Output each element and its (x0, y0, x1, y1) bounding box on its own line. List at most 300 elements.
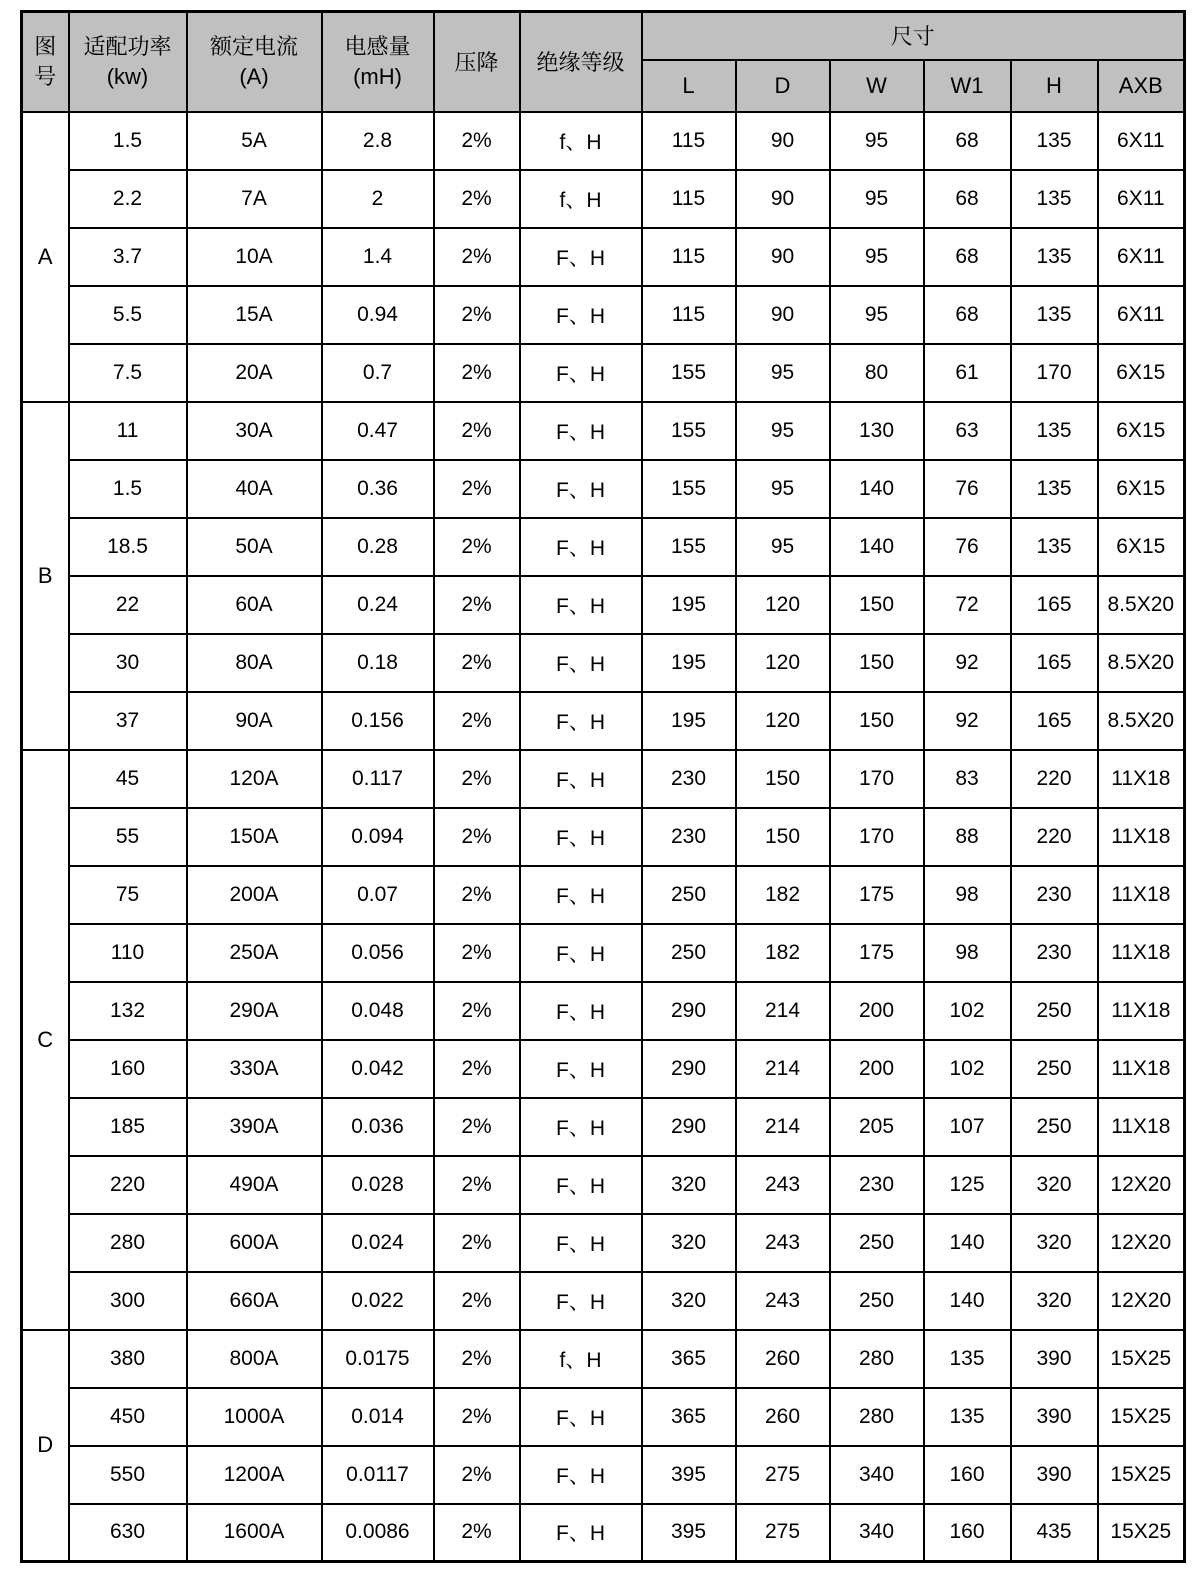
cell-current: 250A (187, 924, 322, 982)
cell-drop: 2% (434, 228, 520, 286)
cell-inductance: 0.028 (322, 1156, 434, 1214)
cell-power: 22 (69, 576, 187, 634)
table-row (22, 750, 1185, 808)
cell-power: 75 (69, 866, 187, 924)
cell-L: 395 (642, 1504, 736, 1562)
table-row (22, 1446, 1185, 1504)
cell-L: 320 (642, 1272, 736, 1330)
cell-inductance: 0.048 (322, 982, 434, 1040)
cell-D: 243 (736, 1156, 830, 1214)
cell-H: 135 (1011, 170, 1098, 228)
cell-current: 7A (187, 170, 322, 228)
cell-W: 250 (830, 1272, 924, 1330)
cell-AXB: 6X15 (1098, 518, 1185, 576)
cell-W: 230 (830, 1156, 924, 1214)
cell-inductance: 0.0117 (322, 1446, 434, 1504)
cell-W: 175 (830, 924, 924, 982)
cell-drop: 2% (434, 1156, 520, 1214)
cell-W1: 88 (924, 808, 1011, 866)
cell-W: 280 (830, 1330, 924, 1388)
cell-insulation: F、H (520, 634, 642, 692)
cell-power: 1.5 (69, 460, 187, 518)
cell-drop: 2% (434, 692, 520, 750)
cell-D: 243 (736, 1214, 830, 1272)
cell-W: 95 (830, 112, 924, 170)
header-power (69, 12, 187, 112)
cell-drop: 2% (434, 1330, 520, 1388)
cell-current: 50A (187, 518, 322, 576)
cell-insulation: F、H (520, 518, 642, 576)
cell-power: 300 (69, 1272, 187, 1330)
cell-H: 390 (1011, 1330, 1098, 1388)
cell-D: 90 (736, 286, 830, 344)
cell-W1: 76 (924, 518, 1011, 576)
cell-L: 195 (642, 634, 736, 692)
cell-L: 365 (642, 1388, 736, 1446)
cell-power: 7.5 (69, 344, 187, 402)
cell-insulation: F、H (520, 402, 642, 460)
cell-H: 135 (1011, 112, 1098, 170)
cell-inductance: 0.94 (322, 286, 434, 344)
cell-L: 155 (642, 518, 736, 576)
cell-D: 95 (736, 518, 830, 576)
header-current (187, 12, 322, 112)
table-row (22, 1272, 1185, 1330)
group-label-cell-d: D (22, 1330, 69, 1562)
table-row (22, 692, 1185, 750)
cell-D: 95 (736, 344, 830, 402)
cell-W1: 98 (924, 866, 1011, 924)
cell-inductance: 0.156 (322, 692, 434, 750)
cell-insulation: F、H (520, 1388, 642, 1446)
cell-current: 15A (187, 286, 322, 344)
cell-D: 120 (736, 576, 830, 634)
cell-insulation: F、H (520, 808, 642, 866)
cell-W1: 160 (924, 1504, 1011, 1562)
cell-power: 110 (69, 924, 187, 982)
cell-D: 90 (736, 228, 830, 286)
cell-AXB: 11X18 (1098, 866, 1185, 924)
cell-W1: 68 (924, 228, 1011, 286)
table-row (22, 1040, 1185, 1098)
cell-W1: 125 (924, 1156, 1011, 1214)
cell-L: 395 (642, 1446, 736, 1504)
cell-D: 90 (736, 112, 830, 170)
cell-power: 630 (69, 1504, 187, 1562)
header-size-col-w: W (830, 60, 924, 112)
table-row (22, 112, 1185, 170)
cell-current: 20A (187, 344, 322, 402)
cell-W1: 92 (924, 692, 1011, 750)
table-row (22, 170, 1185, 228)
cell-insulation: f、H (520, 170, 642, 228)
cell-W: 250 (830, 1214, 924, 1272)
cell-power: 18.5 (69, 518, 187, 576)
header-size-col-axb: AXB (1098, 60, 1185, 112)
cell-current: 5A (187, 112, 322, 170)
cell-L: 155 (642, 402, 736, 460)
cell-drop: 2% (434, 1446, 520, 1504)
cell-W1: 102 (924, 982, 1011, 1040)
cell-H: 165 (1011, 634, 1098, 692)
cell-current: 120A (187, 750, 322, 808)
cell-current: 10A (187, 228, 322, 286)
cell-inductance: 0.022 (322, 1272, 434, 1330)
cell-insulation: f、H (520, 112, 642, 170)
cell-insulation: F、H (520, 228, 642, 286)
cell-drop: 2% (434, 1040, 520, 1098)
cell-D: 260 (736, 1330, 830, 1388)
cell-insulation: F、H (520, 576, 642, 634)
cell-drop: 2% (434, 1272, 520, 1330)
cell-H: 230 (1011, 924, 1098, 982)
cell-H: 435 (1011, 1504, 1098, 1562)
cell-D: 120 (736, 692, 830, 750)
cell-L: 230 (642, 750, 736, 808)
cell-inductance: 0.36 (322, 460, 434, 518)
cell-current: 390A (187, 1098, 322, 1156)
cell-drop: 2% (434, 1214, 520, 1272)
cell-current: 200A (187, 866, 322, 924)
cell-AXB: 8.5X20 (1098, 576, 1185, 634)
cell-D: 214 (736, 1040, 830, 1098)
cell-L: 115 (642, 228, 736, 286)
cell-insulation: F、H (520, 750, 642, 808)
cell-inductance: 0.117 (322, 750, 434, 808)
cell-inductance: 0.07 (322, 866, 434, 924)
cell-drop: 2% (434, 634, 520, 692)
cell-W1: 135 (924, 1330, 1011, 1388)
cell-W: 80 (830, 344, 924, 402)
cell-drop: 2% (434, 402, 520, 460)
cell-power: 550 (69, 1446, 187, 1504)
cell-AXB: 15X25 (1098, 1446, 1185, 1504)
cell-current: 330A (187, 1040, 322, 1098)
cell-D: 120 (736, 634, 830, 692)
cell-power: 220 (69, 1156, 187, 1214)
table-row (22, 808, 1185, 866)
cell-power: 1.5 (69, 112, 187, 170)
cell-power: 3.7 (69, 228, 187, 286)
cell-AXB: 8.5X20 (1098, 634, 1185, 692)
cell-W: 150 (830, 576, 924, 634)
cell-insulation: F、H (520, 692, 642, 750)
cell-W: 140 (830, 460, 924, 518)
cell-drop: 2% (434, 112, 520, 170)
cell-insulation: f、H (520, 1330, 642, 1388)
header-current-line2: (A) (239, 63, 269, 89)
table-row (22, 1504, 1185, 1562)
cell-current: 40A (187, 460, 322, 518)
cell-drop: 2% (434, 1504, 520, 1562)
cell-drop: 2% (434, 924, 520, 982)
cell-W1: 98 (924, 924, 1011, 982)
cell-AXB: 6X11 (1098, 112, 1185, 170)
cell-current: 800A (187, 1330, 322, 1388)
cell-power: 55 (69, 808, 187, 866)
cell-current: 60A (187, 576, 322, 634)
header-size-col-d: D (736, 60, 830, 112)
cell-H: 135 (1011, 286, 1098, 344)
cell-W1: 68 (924, 286, 1011, 344)
cell-inductance: 0.042 (322, 1040, 434, 1098)
cell-W1: 102 (924, 1040, 1011, 1098)
cell-D: 182 (736, 866, 830, 924)
cell-drop: 2% (434, 576, 520, 634)
cell-AXB: 11X18 (1098, 1040, 1185, 1098)
cell-AXB: 6X11 (1098, 228, 1185, 286)
cell-H: 390 (1011, 1388, 1098, 1446)
cell-L: 195 (642, 692, 736, 750)
cell-insulation: F、H (520, 1272, 642, 1330)
cell-insulation: F、H (520, 1040, 642, 1098)
cell-W1: 92 (924, 634, 1011, 692)
cell-W: 340 (830, 1446, 924, 1504)
cell-D: 95 (736, 402, 830, 460)
cell-W: 340 (830, 1504, 924, 1562)
cell-drop: 2% (434, 866, 520, 924)
cell-W: 95 (830, 170, 924, 228)
cell-D: 150 (736, 750, 830, 808)
cell-W: 200 (830, 982, 924, 1040)
header-power-line1: 适配功率 (83, 34, 172, 60)
cell-AXB: 12X20 (1098, 1156, 1185, 1214)
cell-inductance: 1.4 (322, 228, 434, 286)
cell-power: 5.5 (69, 286, 187, 344)
cell-W: 95 (830, 228, 924, 286)
cell-W: 130 (830, 402, 924, 460)
cell-inductance: 0.28 (322, 518, 434, 576)
cell-power: 11 (69, 402, 187, 460)
cell-drop: 2% (434, 1388, 520, 1446)
cell-W1: 72 (924, 576, 1011, 634)
cell-insulation: F、H (520, 460, 642, 518)
table-row (22, 924, 1185, 982)
cell-W: 170 (830, 808, 924, 866)
cell-L: 230 (642, 808, 736, 866)
cell-W1: 107 (924, 1098, 1011, 1156)
cell-AXB: 6X11 (1098, 286, 1185, 344)
cell-insulation: F、H (520, 982, 642, 1040)
cell-L: 115 (642, 286, 736, 344)
cell-power: 37 (69, 692, 187, 750)
cell-power: 30 (69, 634, 187, 692)
cell-current: 80A (187, 634, 322, 692)
table-row (22, 1214, 1185, 1272)
cell-D: 150 (736, 808, 830, 866)
cell-current: 90A (187, 692, 322, 750)
cell-W: 280 (830, 1388, 924, 1446)
header-inductance-line1: 电感量 (344, 34, 411, 60)
header-size-col-w1: W1 (924, 60, 1011, 112)
cell-L: 320 (642, 1214, 736, 1272)
group-label-cell-b: B (22, 402, 69, 750)
cell-D: 243 (736, 1272, 830, 1330)
header-size-col-h: H (1011, 60, 1098, 112)
cell-insulation: F、H (520, 1214, 642, 1272)
cell-inductance: 0.036 (322, 1098, 434, 1156)
cell-L: 250 (642, 866, 736, 924)
cell-inductance: 0.024 (322, 1214, 434, 1272)
cell-W: 95 (830, 286, 924, 344)
header-fig-no (22, 12, 69, 112)
cell-H: 250 (1011, 982, 1098, 1040)
cell-L: 195 (642, 576, 736, 634)
cell-H: 230 (1011, 866, 1098, 924)
header-fig-no-line1: 图 (34, 34, 57, 60)
table-row (22, 402, 1185, 460)
cell-H: 135 (1011, 228, 1098, 286)
cell-H: 250 (1011, 1098, 1098, 1156)
cell-inductance: 0.47 (322, 402, 434, 460)
cell-AXB: 11X18 (1098, 924, 1185, 982)
cell-AXB: 6X15 (1098, 344, 1185, 402)
cell-L: 250 (642, 924, 736, 982)
cell-AXB: 11X18 (1098, 1098, 1185, 1156)
cell-H: 170 (1011, 344, 1098, 402)
header-voltage-drop: 压降 (434, 12, 520, 112)
cell-drop: 2% (434, 344, 520, 402)
cell-power: 185 (69, 1098, 187, 1156)
table-row (22, 518, 1185, 576)
cell-H: 320 (1011, 1272, 1098, 1330)
cell-current: 600A (187, 1214, 322, 1272)
group-label-cell-c: C (22, 750, 69, 1330)
cell-inductance: 0.014 (322, 1388, 434, 1446)
cell-AXB: 11X18 (1098, 982, 1185, 1040)
cell-insulation: F、H (520, 344, 642, 402)
cell-W: 200 (830, 1040, 924, 1098)
cell-insulation: F、H (520, 1446, 642, 1504)
cell-H: 390 (1011, 1446, 1098, 1504)
cell-L: 115 (642, 112, 736, 170)
table-row (22, 982, 1185, 1040)
cell-D: 214 (736, 1098, 830, 1156)
table-row (22, 634, 1185, 692)
cell-drop: 2% (434, 982, 520, 1040)
cell-insulation: F、H (520, 1098, 642, 1156)
cell-AXB: 6X11 (1098, 170, 1185, 228)
cell-H: 135 (1011, 460, 1098, 518)
cell-W1: 160 (924, 1446, 1011, 1504)
cell-W: 150 (830, 634, 924, 692)
cell-L: 155 (642, 460, 736, 518)
table-body (22, 112, 1185, 1562)
cell-current: 1200A (187, 1446, 322, 1504)
cell-L: 290 (642, 1040, 736, 1098)
cell-current: 1000A (187, 1388, 322, 1446)
cell-AXB: 11X18 (1098, 808, 1185, 866)
cell-H: 135 (1011, 402, 1098, 460)
cell-W: 150 (830, 692, 924, 750)
cell-L: 290 (642, 1098, 736, 1156)
cell-inductance: 2.8 (322, 112, 434, 170)
header-fig-no-line2: 号 (34, 63, 57, 89)
table-row (22, 460, 1185, 518)
table-header (22, 12, 1185, 112)
cell-power: 380 (69, 1330, 187, 1388)
cell-current: 1600A (187, 1504, 322, 1562)
header-size-col-l: L (642, 60, 736, 112)
table-row (22, 1156, 1185, 1214)
cell-W: 170 (830, 750, 924, 808)
cell-D: 95 (736, 460, 830, 518)
cell-H: 320 (1011, 1156, 1098, 1214)
cell-W: 175 (830, 866, 924, 924)
cell-drop: 2% (434, 808, 520, 866)
table-row (22, 1098, 1185, 1156)
cell-current: 660A (187, 1272, 322, 1330)
cell-H: 165 (1011, 692, 1098, 750)
cell-AXB: 6X15 (1098, 402, 1185, 460)
cell-H: 135 (1011, 518, 1098, 576)
table-row (22, 1330, 1185, 1388)
cell-D: 214 (736, 982, 830, 1040)
cell-H: 320 (1011, 1214, 1098, 1272)
cell-power: 160 (69, 1040, 187, 1098)
cell-drop: 2% (434, 170, 520, 228)
reactor-spec-table (20, 10, 1186, 1563)
cell-insulation: F、H (520, 1504, 642, 1562)
cell-W1: 63 (924, 402, 1011, 460)
cell-D: 275 (736, 1504, 830, 1562)
cell-AXB: 11X18 (1098, 750, 1185, 808)
cell-current: 490A (187, 1156, 322, 1214)
cell-inductance: 0.094 (322, 808, 434, 866)
cell-H: 250 (1011, 1040, 1098, 1098)
cell-power: 2.2 (69, 170, 187, 228)
group-label-cell-a: A (22, 112, 69, 402)
cell-power: 450 (69, 1388, 187, 1446)
cell-inductance: 0.7 (322, 344, 434, 402)
header-size-group: 尺寸 (642, 12, 1185, 60)
cell-L: 320 (642, 1156, 736, 1214)
header-power-line2: (kw) (106, 63, 149, 89)
cell-insulation: F、H (520, 866, 642, 924)
table-row (22, 228, 1185, 286)
cell-W1: 140 (924, 1272, 1011, 1330)
cell-W1: 140 (924, 1214, 1011, 1272)
cell-L: 365 (642, 1330, 736, 1388)
cell-W1: 135 (924, 1388, 1011, 1446)
cell-inductance: 0.0175 (322, 1330, 434, 1388)
cell-L: 155 (642, 344, 736, 402)
cell-D: 260 (736, 1388, 830, 1446)
cell-current: 150A (187, 808, 322, 866)
cell-H: 165 (1011, 576, 1098, 634)
cell-D: 275 (736, 1446, 830, 1504)
cell-D: 90 (736, 170, 830, 228)
header-current-line1: 额定电流 (209, 34, 298, 60)
cell-drop: 2% (434, 1098, 520, 1156)
cell-AXB: 15X25 (1098, 1330, 1185, 1388)
cell-AXB: 15X25 (1098, 1504, 1185, 1562)
table-row (22, 576, 1185, 634)
table-row (22, 866, 1185, 924)
cell-inductance: 2 (322, 170, 434, 228)
cell-insulation: F、H (520, 286, 642, 344)
cell-drop: 2% (434, 750, 520, 808)
cell-current: 290A (187, 982, 322, 1040)
header-inductance-line2: (mH) (353, 63, 402, 89)
cell-W: 205 (830, 1098, 924, 1156)
cell-W1: 76 (924, 460, 1011, 518)
cell-AXB: 8.5X20 (1098, 692, 1185, 750)
table-row (22, 1388, 1185, 1446)
table-row (22, 286, 1185, 344)
cell-AXB: 12X20 (1098, 1214, 1185, 1272)
cell-inductance: 0.0086 (322, 1504, 434, 1562)
